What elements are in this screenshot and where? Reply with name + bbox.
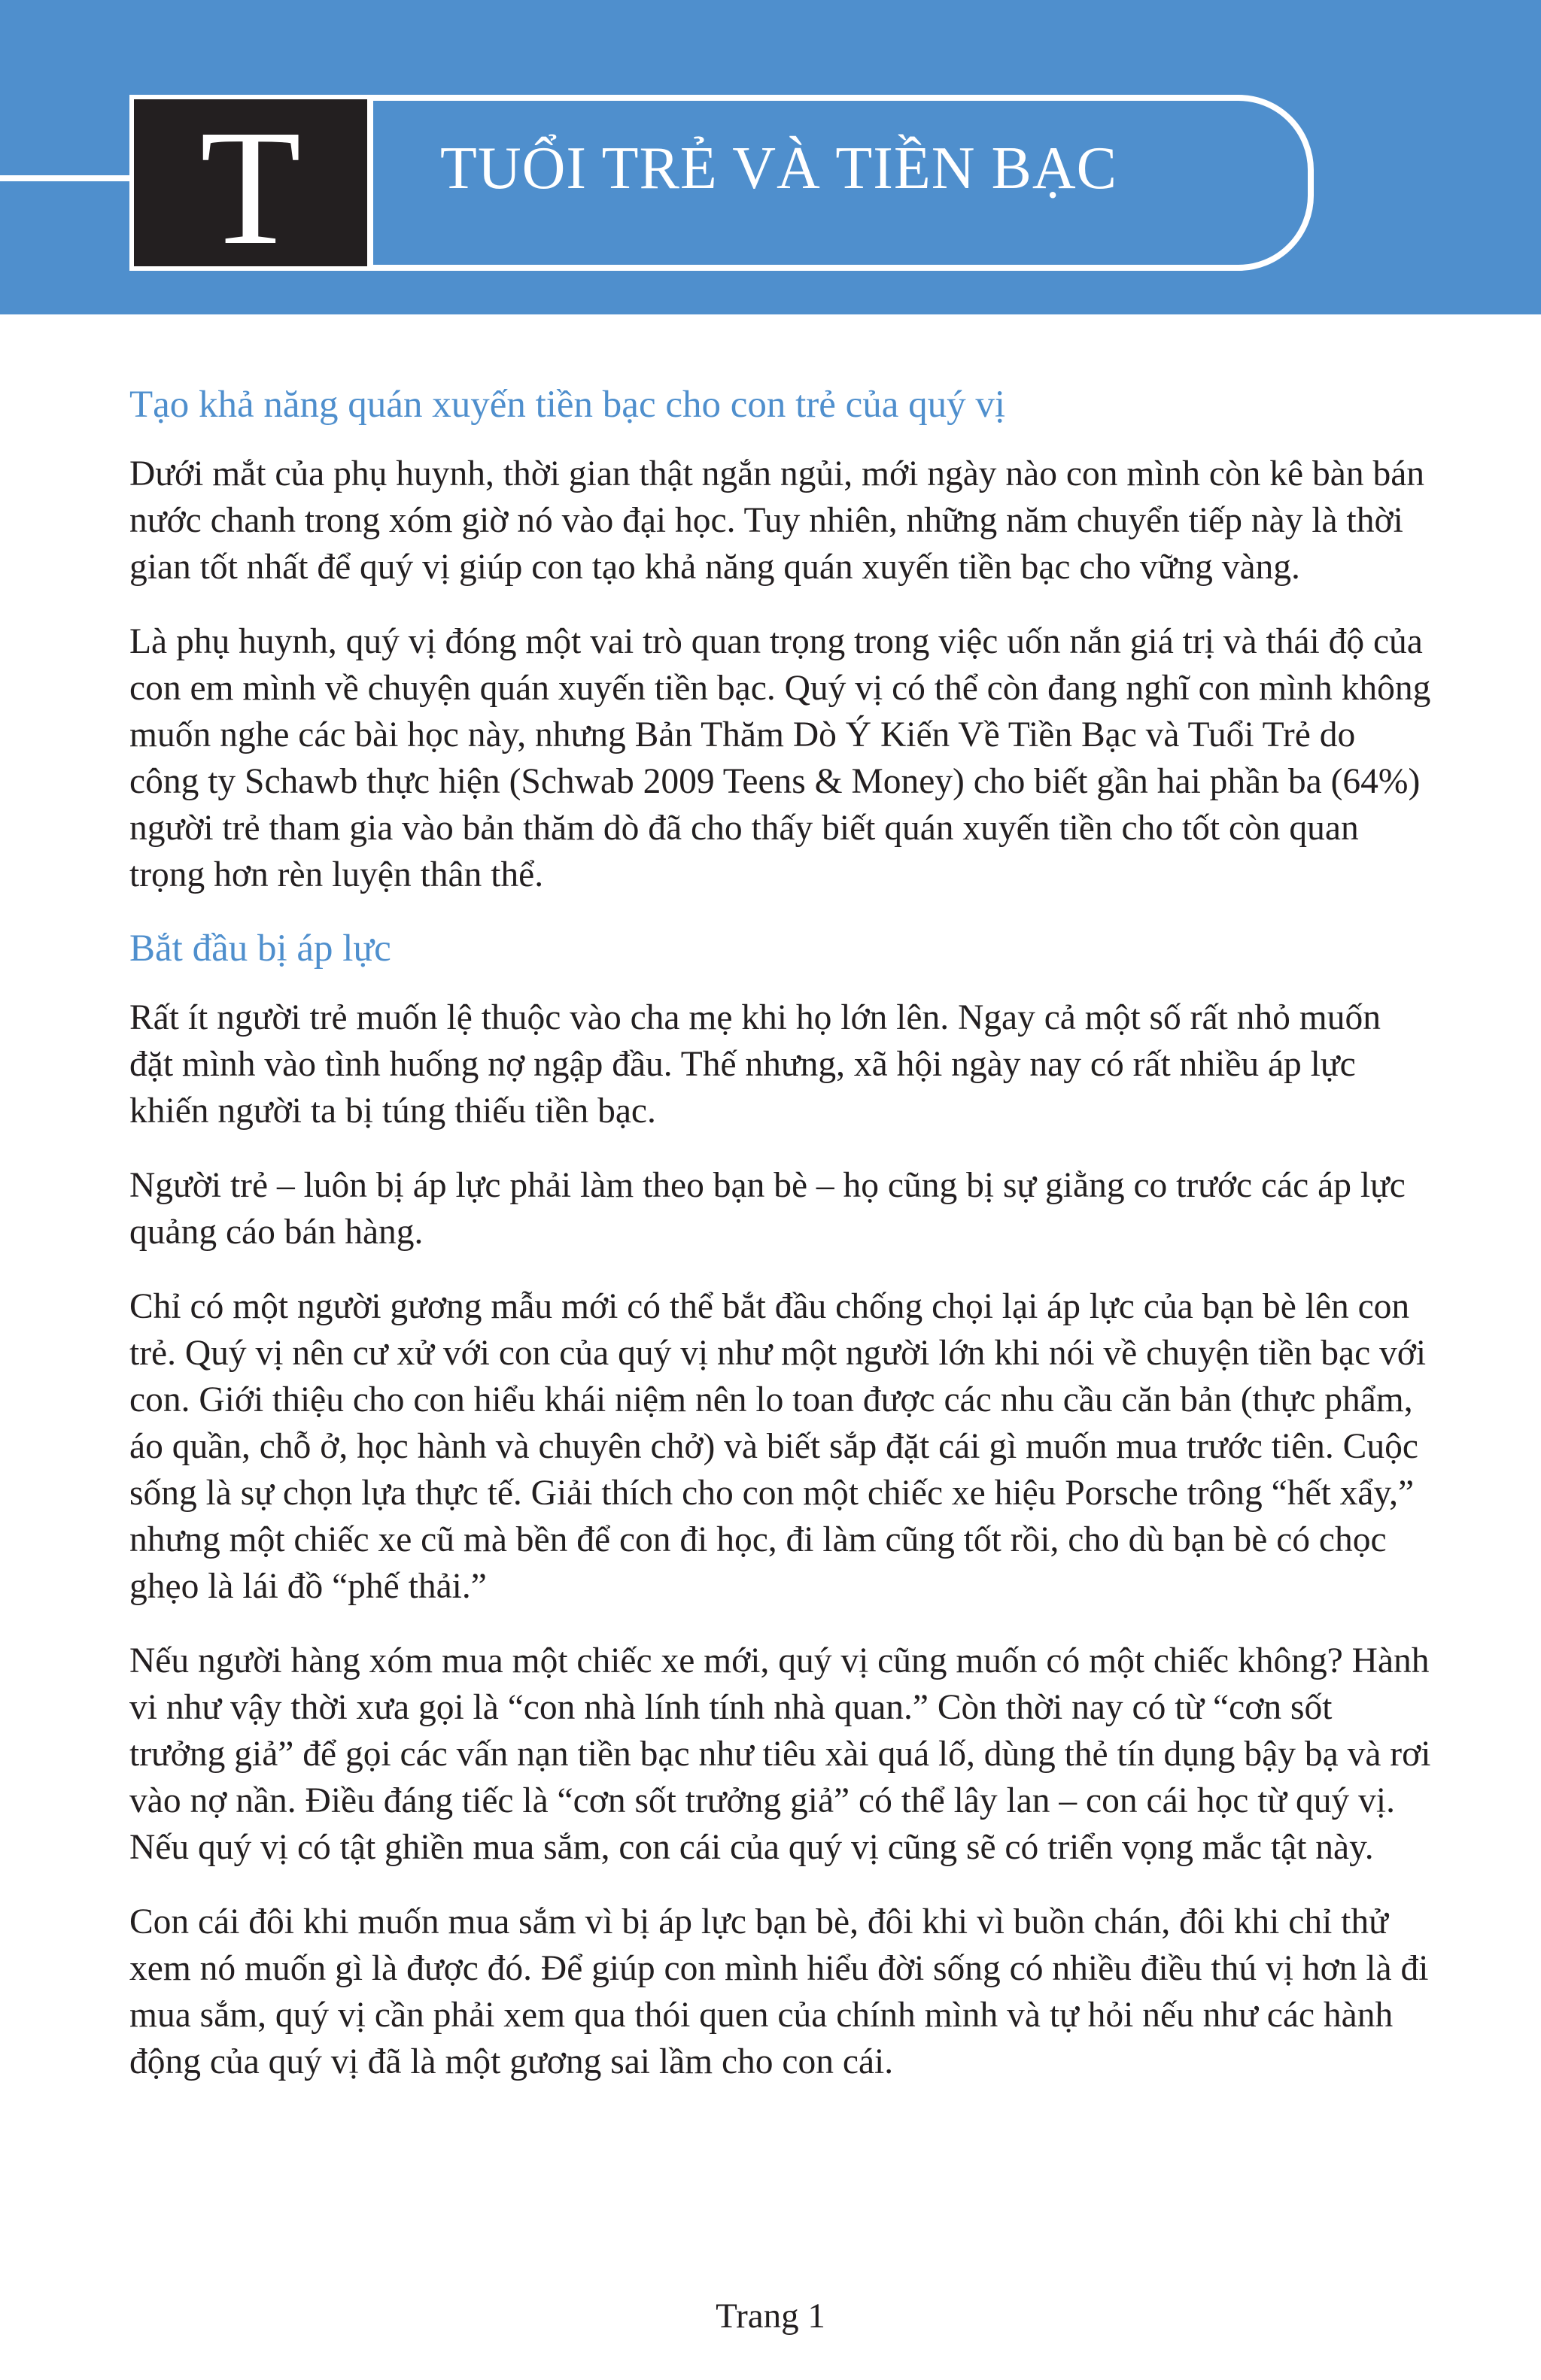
drop-letter-box xyxy=(134,96,367,279)
page-title: TUỔI TRẺ VÀ TIỀN BẠC xyxy=(440,135,1117,202)
page-number: Trang 1 xyxy=(716,2297,825,2336)
paragraph: Là phụ huynh, quý vị đóng một vai trò quan trọng trong việc uốn nắn giá trị và thái độ của con em mình về chuyện quán xuyến tiền bạc. Quý vị có thể còn đang nghĩ con mình không muốn nghe các bài học này, nhưng Bản Thăm Dò Ý Kiến Về Tiền Bạc và Tuổi Trẻ do công ty Schawb thực hiện (Schwab 2009 Teens & Money) cho biết gần hai phần ba (64%) người trẻ tham gia vào bản thăm dò đã cho thấy biết quán xuyến tiền cho tốt còn quan trọng hơn rèn luyện thân thể. xyxy=(129,622,1431,895)
drop-letter: T xyxy=(199,96,302,279)
paragraph: Nếu người hàng xóm mua một chiếc xe mới, quý vị cũng muốn có một chiếc không? Hành vi như vậy thời xưa gọi là “con nhà lính tính nhà quan.” Còn thời nay có từ “cơn sốt trưởng giả” để gọi các vấn nạn tiền bạc như tiêu xài quá lố, dùng thẻ tín dụng bậy bạ và rơi vào nợ nần. Điều đáng tiếc là “cơn sốt trưởng giả” có thể lây lan – con cái học từ quý vị. Nếu quý vị có tật ghiền mua sắm, con cái của quý vị cũng sẽ có triển vọng mắc tật này. xyxy=(129,1641,1431,1868)
paragraph: Dưới mắt của phụ huynh, thời gian thật ngắn ngủi, mới ngày nào con mình còn kê bàn bán nước chanh trong xóm giờ nó vào đại học. Tuy nhiên, những năm chuyển tiếp này là thời gian tốt nhất để quý vị giúp con tạo khả năng quán xuyến tiền bạc cho vững vàng. xyxy=(129,454,1425,587)
paragraph: Người trẻ – luôn bị áp lực phải làm theo bạn bè – họ cũng bị sự giằng co trước các áp lực quảng cáo bán hàng. xyxy=(129,1166,1406,1252)
header-rule-line xyxy=(0,175,135,181)
paragraph: Chỉ có một người gương mẫu mới có thể bắt đầu chống chọi lại áp lực của bạn bè lên con trẻ. Quý vị nên cư xử với con của quý vị như một người lớn khi nói về chuyện tiền bạc với con. Giới thiệu cho con hiểu khái niệm nên lo toan được các nhu cầu căn bản (thực phẩm, áo quần, chỗ ở, học hành và chuyên chở) và biết sắp đặt cái gì muốn mua trước tiên. Cuộc sống là sự chọn lựa thực tế. Giải thích cho con một chiếc xe hiệu Porsche trông “hết xẩy,” nhưng một chiếc xe cũ mà bền để con đi học, đi làm cũng tốt rồi, cho dù bạn bè có chọc ghẹo là lái đồ “phế thải.” xyxy=(129,1287,1427,1607)
section-heading-2: Bắt đầu bị áp lực xyxy=(129,927,391,970)
section-heading-1: Tạo khả năng quán xuyến tiền bạc cho con trẻ của quý vị xyxy=(129,384,1006,426)
paragraph: Rất ít người trẻ muốn lệ thuộc vào cha mẹ khi họ lớn lên. Ngay cả một số rất nhỏ muốn đặt mình vào tình huống nợ ngập đầu. Thế nhưng, xã hội ngày nay có rất nhiều áp lực khiến người ta bị túng thiếu tiền bạc. xyxy=(129,998,1381,1131)
title-divider xyxy=(367,99,373,266)
article-body xyxy=(129,382,1431,2113)
paragraph: Con cái đôi khi muốn mua sắm vì bị áp lực bạn bè, đôi khi vì buồn chán, đôi khi chỉ thử xem nó muốn gì là được đó. Để giúp con mình hiểu đời sống có nhiều điều thú vị hơn là đi mua sắm, quý vị cần phải xem qua thói quen của chính mình và tự hỏi nếu như các hành động của quý vị đã là một gương sai lầm cho con cái. xyxy=(129,1902,1429,2082)
